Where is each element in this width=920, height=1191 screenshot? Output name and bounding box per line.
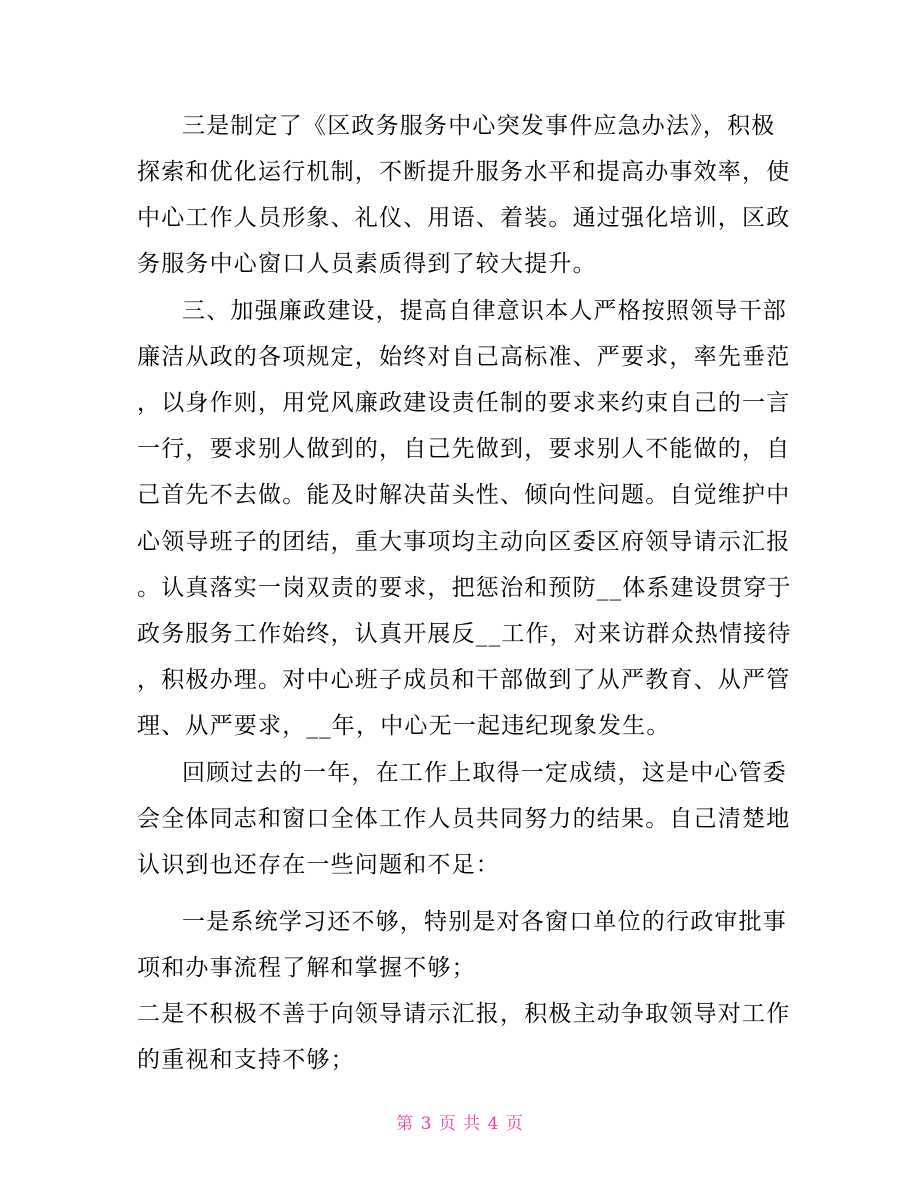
body-line-11: 。认真落实一岗双责的要求，把惩治和预防__体系建设贯穿于 (137, 575, 792, 601)
body-line-13: ，积极办理。对中心班子成员和干部做到了从严教育、从严管 (137, 667, 791, 693)
body-line-4: 务服务中心窗口人员素质得到了较大提升。 (137, 251, 597, 277)
body-line-1: 三是制定了《区政务服务中心突发事件应急办法》，积极 (182, 113, 776, 139)
body-line-2: 探索和优化运行机制，不断提升服务水平和提高办事效率，使 (137, 159, 791, 185)
body-line-10: 心领导班子的团结，重大事项均主动向区委区府领导请示汇报 (137, 529, 791, 555)
body-line-8: 一行，要求别人做到的，自己先做到，要求别人不能做的，自 (137, 436, 791, 462)
body-line-14: 理、从严要求，__年，中心无一起违纪现象发生。 (137, 713, 671, 739)
body-line-3: 中心工作人员形象、礼仪、用语、着装。通过强化培训，区政 (137, 205, 791, 231)
body-line-12: 政务服务工作始终，认真开展反__工作，对来访群众热情接待 (137, 621, 792, 647)
body-line-6: 廉洁从政的各项规定，始终对自己高标准、严要求，率先垂范 (137, 344, 791, 370)
body-line-17: 认识到也还存在一些问题和不足： (137, 852, 500, 878)
body-line-20: 二是不积极不善于向领导请示汇报，积极主动争取领导对工作 (137, 1001, 791, 1027)
body-line-18: 一是系统学习还不够，特别是对各窗口单位的行政审批事 (182, 909, 787, 935)
body-line-21: 的重视和支持不够； (137, 1047, 355, 1073)
body-line-15: 回顾过去的一年，在工作上取得一定成绩，这是中心管委 (182, 760, 787, 786)
body-line-16: 会全体同志和窗口全体工作人员共同努力的结果。自己清楚地 (137, 806, 791, 832)
body-line-19: 项和办事流程了解和掌握不够； (137, 955, 476, 981)
page-number-footer: 第 3 页 共 4 页 (396, 1114, 524, 1134)
body-line-9: 己首先不去做。能及时解决苗头性、倾向性问题。自觉维护中 (137, 482, 791, 508)
body-line-5: 三、加强廉政建设，提高自律意识本人严格按照领导干部 (182, 298, 787, 324)
body-line-7: ，以身作则，用党风廉政建设责任制的要求来约束自己的一言 (137, 390, 791, 416)
